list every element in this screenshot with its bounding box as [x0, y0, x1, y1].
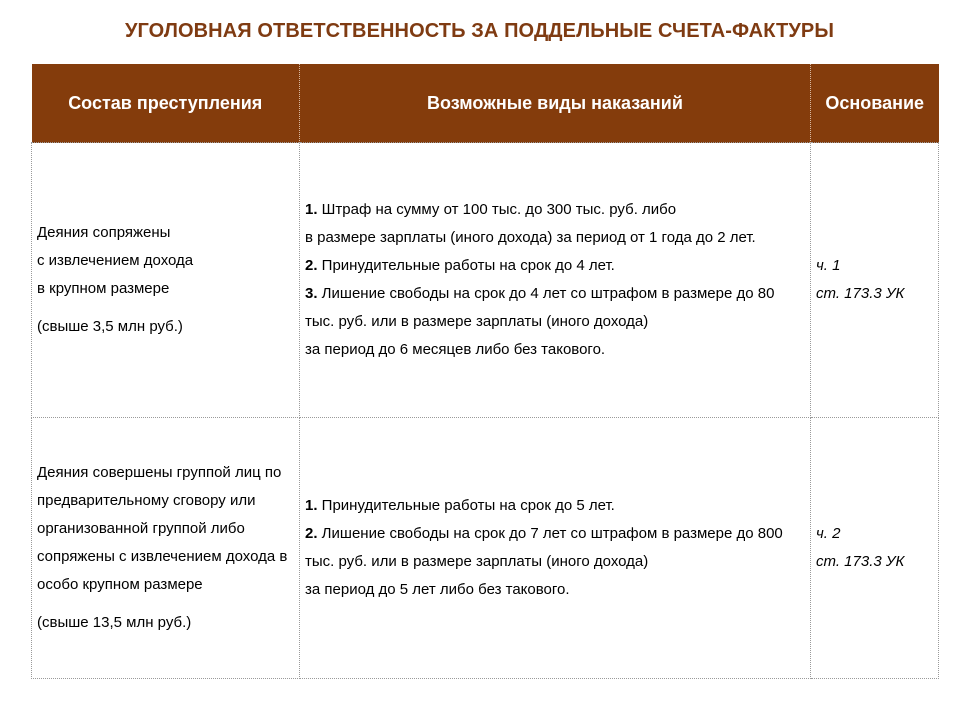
crime-cell — [32, 418, 300, 679]
table-row — [32, 418, 939, 679]
crime-cell — [32, 143, 300, 418]
amount-threshold: (свыше 3,5 млн руб.) — [37, 318, 183, 335]
column-header-crime: Состав преступления — [32, 64, 300, 143]
punishment-item: 2. Принудительные работы на срок до 4 лет. — [305, 257, 615, 274]
liability-table — [31, 64, 939, 679]
punishment-item: 1. Принудительные работы на срок до 5 лет. — [305, 497, 615, 514]
punishment-item: 2. Лишение свободы на срок до 7 лет со штрафом в размере до 800 тыс. руб. или в размере зарплаты (иного дохода) за период до 5 лет либо без такового. — [305, 525, 783, 598]
table-row — [32, 143, 939, 418]
basis-cell: ч. 2 ст. 173.3 УК — [811, 418, 939, 679]
crime-text: Деяния сопряжены с извлечением дохода в крупном размере — [37, 224, 194, 297]
table-header-row — [32, 64, 939, 143]
crime-text: Деяния совершены группой лиц по предварительному сговору или организованной группой либо сопряжены с извлечением дохода в особо крупном размере — [37, 464, 288, 593]
column-header-punishments: Возможные виды наказаний — [300, 64, 811, 143]
amount-threshold: (свыше 13,5 млн руб.) — [37, 614, 192, 631]
punishment-item: 3. Лишение свободы на срок до 4 лет со штрафом в размере до 80 тыс. руб. или в размере зарплаты (иного дохода) за период до 6 месяцев либо без такового. — [305, 285, 775, 358]
column-header-basis: Основание — [811, 64, 939, 143]
basis-cell: ч. 1 ст. 173.3 УК — [811, 143, 939, 418]
punishment-item: 1. Штраф на сумму от 100 тыс. до 300 тыс. руб. либо в размере зарплаты (иного дохода) за период от 1 года до 2 лет. — [305, 201, 756, 246]
punishments-cell — [300, 418, 811, 679]
punishments-cell — [300, 143, 811, 418]
page-title: УГОЛОВНАЯ ОТВЕТСТВЕННОСТЬ ЗА ПОДДЕЛЬНЫЕ СЧЕТА-ФАКТУРЫ — [124, 20, 835, 42]
